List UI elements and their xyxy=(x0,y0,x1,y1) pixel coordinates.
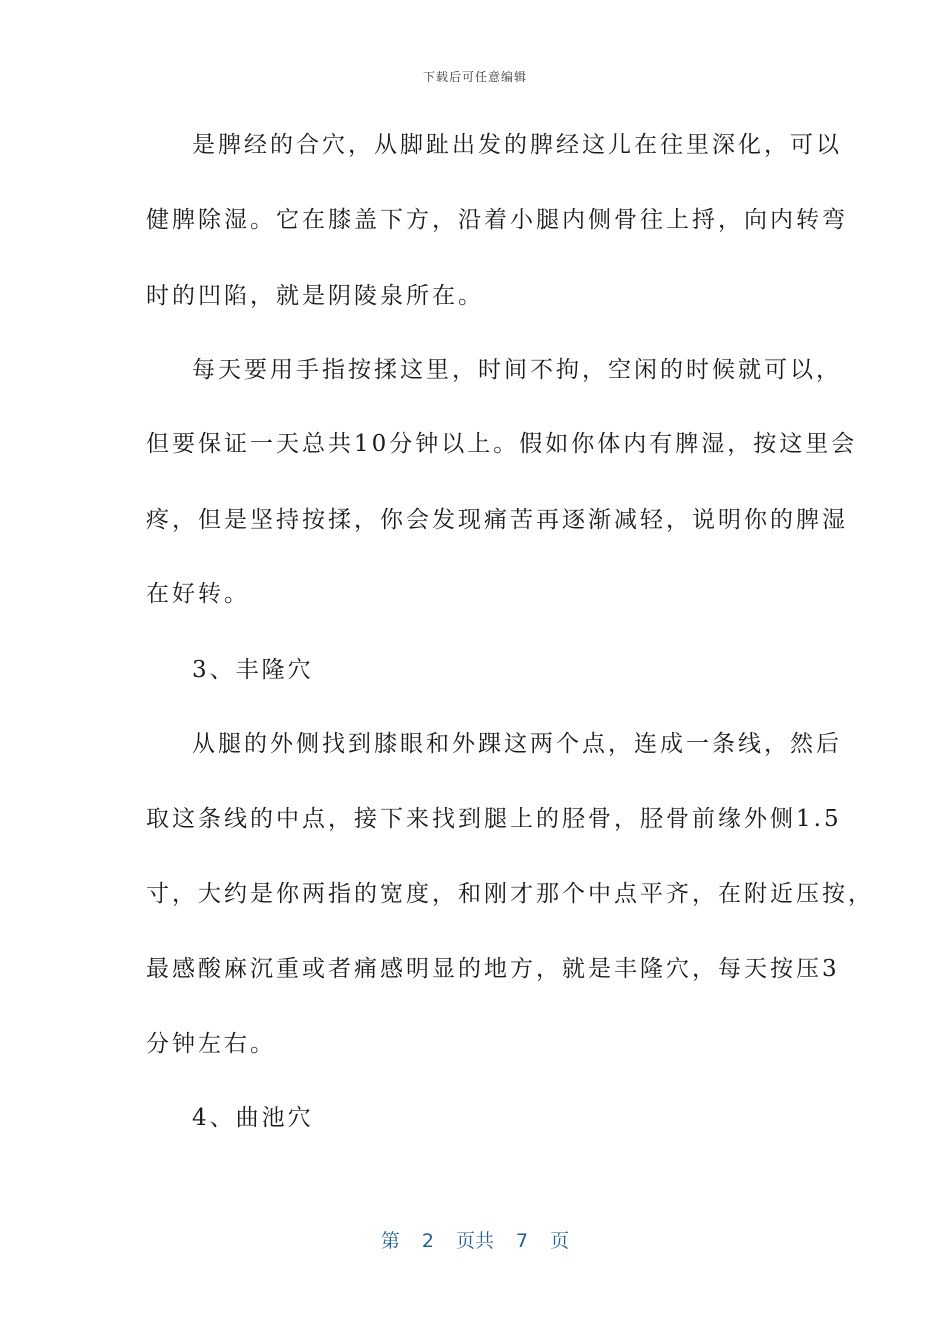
footer-middle: 页共 xyxy=(455,1230,494,1252)
paragraph-line: 寸，大约是你两指的宽度，和刚才那个中点平齐，在附近压按， xyxy=(146,881,874,907)
footer-suffix: 页 xyxy=(550,1230,570,1252)
paragraph-line: 最感酸麻沉重或者痛感明显的地方，就是丰隆穴，每天按压3 xyxy=(146,956,840,982)
section-heading: 4、曲池穴 xyxy=(192,1105,314,1131)
paragraph-line: 从腿的外侧找到膝眼和外踝这两个点，连成一条线，然后 xyxy=(192,731,842,757)
paragraph-line: 健脾除湿。它在膝盖下方，沿着小腿内侧骨往上捋，向内转弯 xyxy=(146,207,848,233)
header-note: 下载后可任意编辑 xyxy=(422,70,527,84)
section-heading: 3、丰隆穴 xyxy=(192,657,314,683)
paragraph-line: 疼，但是坚持按揉，你会发现痛苦再逐渐减轻，说明你的脾湿 xyxy=(146,507,848,533)
footer-prefix: 第 xyxy=(380,1230,400,1252)
paragraph-line: 但要保证一天总共10分钟以上。假如你体内有脾湿，按这里会 xyxy=(146,431,858,457)
page-number-footer xyxy=(0,1226,950,1253)
paragraph-line: 在好转。 xyxy=(146,581,250,607)
footer-total-pages: 7 xyxy=(516,1230,529,1252)
paragraph-line: 取这条线的中点，接下来找到腿上的胫骨，胫骨前缘外侧1.5 xyxy=(146,806,842,832)
paragraph-line: 时的凹陷，就是阴陵泉所在。 xyxy=(146,283,484,309)
paragraph-line: 是脾经的合穴，从脚趾出发的脾经这儿在往里深化，可以 xyxy=(192,132,842,158)
paragraph-line: 分钟左右。 xyxy=(146,1031,276,1057)
footer-current-page: 2 xyxy=(421,1230,434,1252)
paragraph-line: 每天要用手指按揉这里，时间不拘，空闲的时候就可以， xyxy=(192,357,842,383)
